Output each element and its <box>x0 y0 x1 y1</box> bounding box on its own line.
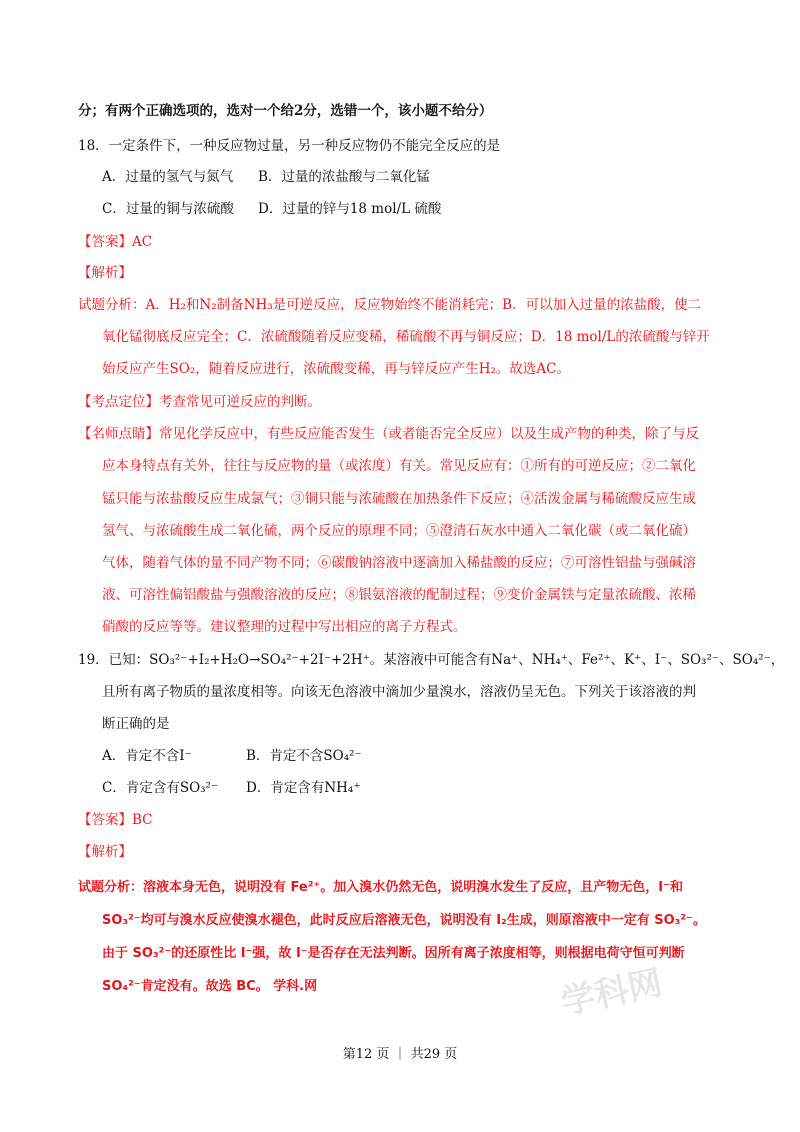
q19-option-a: A．肯定不含I⁻ <box>102 748 192 764</box>
q19-analysis-label: 【解析】 <box>78 844 132 860</box>
q18-mingshi-line-5: 气体，随着气体的量不同产物不同；⑥碳酸钠溶液中逐滴加入稀盐酸的反应；⑦可溶性铝盐与强碱溶 <box>102 555 696 571</box>
q18-mingshi-line-1: 【名师点睛】常见化学反应中，有些反应能否发生（或者能否完全反应）以及生成产物的种类，除了与反 <box>78 426 699 442</box>
q18-option-a: A．过量的氢气与氮气 <box>102 169 234 185</box>
q19-stem-line-1: 19．已知：SO₃²⁻+I₂+H₂O→SO₄²⁻+2I⁻+2H⁺。某溶液中可能含有Na⁺、NH₄⁺、Fe²⁺、K⁺、I⁻、SO₃²⁻、SO₄²⁻， <box>78 652 785 668</box>
q18-analysis-label: 【解析】 <box>78 265 132 281</box>
q19-analysis-line-3: 由于 SO₃²⁻的还原性比 I⁻强，故 I⁻是否存在无法判断。因所有离子浓度相等，则根据电荷守恒可判断 <box>102 946 685 961</box>
q19-option-c: C．肯定含有SO₃²⁻ <box>102 780 219 796</box>
q18-option-c: C．过量的铜与浓硫酸 <box>102 201 234 217</box>
q18-mingshi-line-2: 应本身特点有关外，往往与反应物的量（或浓度）有关。常见反应有：①所有的可逆反应；②二氧化 <box>102 458 696 474</box>
q19-option-b: B．肯定不含SO₄²⁻ <box>246 748 362 764</box>
q18-answer: 【答案】AC <box>78 234 153 250</box>
q18-mingshi-line-3: 锰只能与浓盐酸反应生成氯气；③铜只能与浓硫酸在加热条件下反应；④活泼金属与稀硫酸反应生成 <box>102 491 696 507</box>
q18-option-b: B．过量的浓盐酸与二氧化锰 <box>258 169 430 185</box>
q19-stem-line-3: 断正确的是 <box>102 716 170 732</box>
q19-stem-line-2: 且所有离子物质的量浓度相等。向该无色溶液中滴加少量溴水，溶液仍呈无色。下列关于该溶液的判 <box>102 684 696 700</box>
watermark-logo: 学科网 <box>557 962 666 1024</box>
q19-analysis-line-1: 试题分析：溶液本身无色，说明没有 Fe²⁺。加入溴水仍然无色，说明溴水发生了反应，且产物无色，I⁻和 <box>78 880 683 895</box>
page-footer: 第12 页 ｜ 共29 页 <box>342 1047 458 1062</box>
q18-analysis-line-2: 氧化锰彻底反应完全；C．浓硫酸随着反应变稀，稀硫酸不再与铜反应；D．18 mol/L的浓硫酸与锌开 <box>102 329 710 345</box>
q18-analysis-line-1: 试题分析：A．H₂和N₂制备NH₃是可逆反应，反应物始终不能消耗完；B．可以加入过量的浓盐酸，使二 <box>78 297 702 313</box>
q18-kaodian: 【考点定位】考查常见可逆反应的判断。 <box>78 394 321 410</box>
q18-mingshi-line-7: 硝酸的反应等等。建议整理的过程中写出相应的离子方程式。 <box>102 619 467 635</box>
q19-answer: 【答案】BC <box>78 812 153 828</box>
q18-mingshi-line-6: 液、可溶性偏铝酸盐与强酸溶液的反应；⑧银氨溶液的配制过程；⑨变价金属铁与定量浓硫酸、浓稀 <box>102 587 696 603</box>
q19-option-d: D．肯定含有NH₄⁺ <box>246 780 361 796</box>
q19-analysis-line-2: SO₃²⁻均可与溴水反应使溴水褪色，此时反应后溶液无色，说明没有 I₂生成，则原溶液中一定有 SO₃²⁻。 <box>102 913 706 928</box>
q18-analysis-line-3: 始反应产生SO₂，随着反应进行，浓硫酸变稀，再与锌反应产生H₂。故选AC。 <box>102 361 570 377</box>
q19-analysis-line-4: SO₄²⁻肯定没有。故选 BC。 学科.网 <box>102 979 318 994</box>
header-line: 分；有两个正确选项的，选对一个给2分，选错一个，该小题不给分） <box>78 103 493 119</box>
q18-option-d: D．过量的锌与18 mol/L 硫酸 <box>258 201 442 217</box>
q18-stem: 18．一定条件下，一种反应物过量，另一种反应物仍不能完全反应的是 <box>78 138 501 154</box>
q18-mingshi-line-4: 氢气、与浓硫酸生成二氧化硫，两个反应的原理不同；⑤澄清石灰水中通入二氧化碳（或二氧化硫） <box>102 523 696 539</box>
